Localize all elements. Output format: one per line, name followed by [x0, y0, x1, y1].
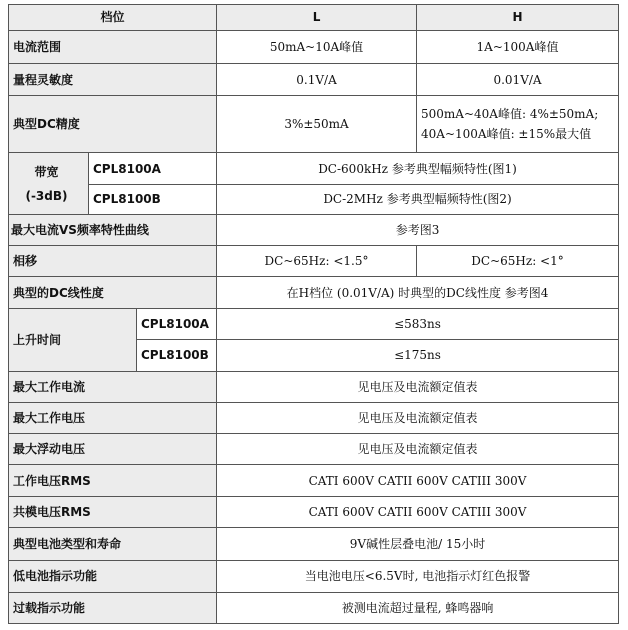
row-current-range [9, 30, 619, 63]
dc-accuracy-h-line2: 40A~100A峰值: ±15%最大值 [421, 127, 592, 142]
value-max-current-curve: 参考图3 [217, 214, 619, 245]
value-dc-accuracy-l: 3%±50mA [217, 96, 417, 153]
value-current-range-h: 1A~100A峰值 [417, 30, 619, 63]
row-sensitivity [9, 64, 619, 96]
value-bandwidth-a: DC-600kHz 参考典型幅频特性(图1) [217, 153, 619, 184]
row-max-current-curve [9, 214, 619, 245]
row-battery [9, 528, 619, 560]
value-max-float-voltage: 见电压及电流额定值表 [217, 433, 619, 464]
value-phase-l: DC~65Hz: <1.5° [217, 245, 417, 276]
label-common-mode-rms: 共模电压RMS [9, 497, 217, 528]
label-max-work-current: 最大工作电流 [9, 371, 217, 402]
label-max-current-curve: 最大电流VS频率特性曲线 [9, 214, 217, 245]
dc-accuracy-h-line1: 500mA~40A峰值: 4%±50mA; [421, 107, 599, 122]
label-work-voltage-rms: 工作电压RMS [9, 465, 217, 497]
bandwidth-label-line2: (-3dB) [25, 188, 68, 203]
label-phase: 相移 [9, 245, 217, 276]
value-max-work-current: 见电压及电流额定值表 [217, 371, 619, 402]
value-common-mode-rms: CATI 600V CATII 600V CATIII 300V [217, 497, 619, 528]
label-bandwidth [9, 153, 89, 214]
row-max-work-voltage [9, 402, 619, 433]
value-bandwidth-b: DC-2MHz 参考典型幅频特性(图2) [217, 184, 619, 214]
value-dc-linearity: 在H档位 (0.01V/A) 时典型的DC线性度 参考图4 [217, 277, 619, 309]
label-rise-time: 上升时间 [9, 309, 137, 371]
value-current-range-l: 50mA~10A峰值 [217, 30, 417, 63]
label-sensitivity: 量程灵敏度 [9, 64, 217, 96]
value-dc-accuracy-h [417, 96, 619, 153]
row-low-battery [9, 560, 619, 592]
row-max-float-voltage [9, 433, 619, 464]
spec-table [8, 4, 619, 624]
header-h-cell: H [417, 5, 619, 31]
label-battery: 典型电池类型和寿命 [9, 528, 217, 560]
value-rise-time-a: ≤583ns [217, 309, 619, 340]
header-gear-cell: 档位 [9, 5, 217, 31]
value-work-voltage-rms: CATI 600V CATII 600V CATIII 300V [217, 465, 619, 497]
row-dc-linearity [9, 277, 619, 309]
row-max-work-current [9, 371, 619, 402]
row-common-mode-rms [9, 497, 619, 528]
value-sensitivity-h: 0.01V/A [417, 64, 619, 96]
label-max-work-voltage: 最大工作电压 [9, 402, 217, 433]
label-dc-accuracy: 典型DC精度 [9, 96, 217, 153]
row-phase [9, 245, 619, 276]
value-low-battery: 当电池电压<6.5V时, 电池指示灯红色报警 [217, 560, 619, 592]
label-low-battery: 低电池指示功能 [9, 560, 217, 592]
value-overload: 被测电流超过量程, 蜂鸣器响 [217, 592, 619, 623]
value-max-work-voltage: 见电压及电流额定值表 [217, 402, 619, 433]
header-l-cell: L [217, 5, 417, 31]
label-max-float-voltage: 最大浮动电压 [9, 433, 217, 464]
value-sensitivity-l: 0.1V/A [217, 64, 417, 96]
value-rise-time-b: ≤175ns [217, 340, 619, 371]
header-row [9, 5, 619, 31]
bandwidth-label-line1: 带宽 [34, 164, 59, 179]
label-overload: 过载指示功能 [9, 592, 217, 623]
label-current-range: 电流范围 [9, 30, 217, 63]
row-dc-accuracy [9, 96, 619, 153]
row-rise-time-a [9, 309, 619, 340]
value-battery: 9V碱性层叠电池/ 15小时 [217, 528, 619, 560]
model-rise-time-b: CPL8100B [137, 340, 217, 371]
model-rise-time-a: CPL8100A [137, 309, 217, 340]
row-bandwidth-b [9, 184, 619, 214]
value-phase-h: DC~65Hz: <1° [417, 245, 619, 276]
row-bandwidth-a [9, 153, 619, 184]
model-bandwidth-a: CPL8100A [89, 153, 217, 184]
row-work-voltage-rms [9, 465, 619, 497]
model-bandwidth-b: CPL8100B [89, 184, 217, 214]
row-overload [9, 592, 619, 623]
label-dc-linearity: 典型的DC线性度 [9, 277, 217, 309]
